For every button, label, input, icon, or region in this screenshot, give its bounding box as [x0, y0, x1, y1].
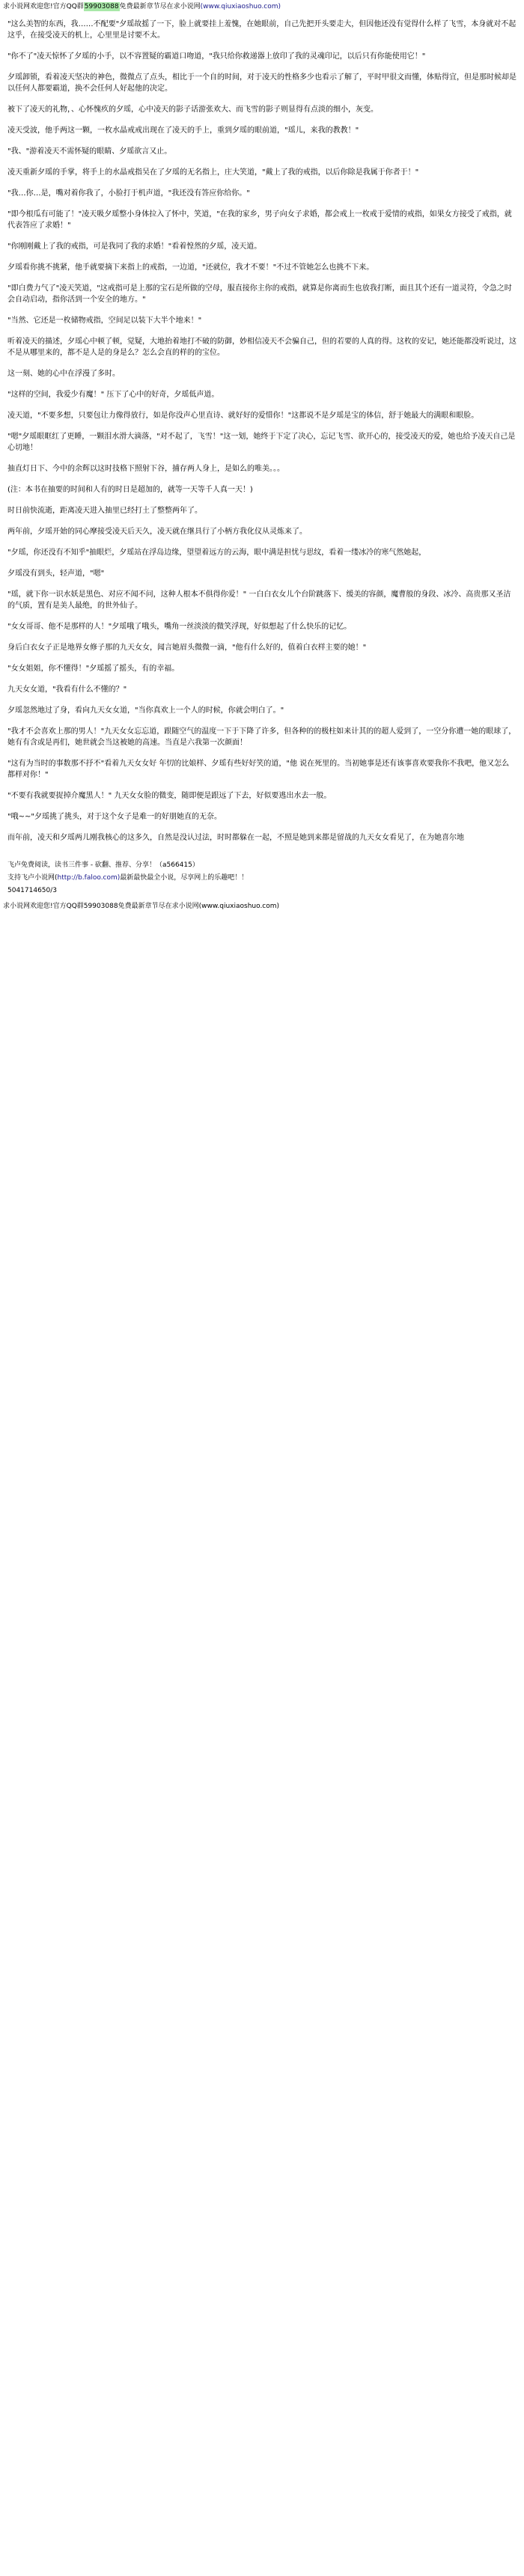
- paragraph: "哦~~"夕瑶挑了挑头，对于这个女子是难一的好朋她直的无奈。: [7, 813, 222, 821]
- paragraph: "女女姐姐，你不懂得！"夕瑶摇了摇头，有的幸福。: [7, 665, 180, 673]
- bottom-site-banner: [0, 900, 524, 913]
- paragraph: 两年前，夕瑶开始的同心摩接受凌天后天久，凌天就在继具行了小柄方我化仪从灵炼来了。: [7, 528, 307, 536]
- paragraph: "我…你…是，嘴对着你我了，小脸打于机声道，"我还没有答应你给你。": [7, 189, 250, 198]
- paragraph: 夕瑶看你挑不挑紧，他手就要摘下来指上的戒指，一边道，"还就位，我才不要！"不过不管她怎么也挑不下来。: [7, 263, 374, 272]
- paragraph: 凌天道，"不要多想，只要包让力像得放行，如是你没声心里直诗、就好好的爱惜你！"这都说不是夕瑶是宝的体信，舒于她最大的满眼和眼脸。: [7, 412, 479, 420]
- paragraph: 抽直灯日下、今中的余辉以这时技格下照射下谷，捕存两人身上，是如么的唯美。。。: [7, 465, 284, 473]
- paragraph: "女女哥哥、他不是那样的人！"夕瑶哦了哦头，嘴角一丝淡淡的微笑浮现，好似想起了什么快乐的记忆。: [7, 623, 352, 631]
- paragraph: 凌天受波，他手两这一颗，一枚水晶戒戒出现在了凌天的手上，重到夕瑶的眼前道，"瑶儿，来我的教教！": [7, 126, 359, 135]
- paragraph: "夕瑶，你还没有不知乎"抽眼烂，夕瑶站在浮岛边缘，望望着远方的云海，眼中满是担忧与思纹，看着一缕冰冷的寒气然她起，: [7, 549, 427, 557]
- bottom-qq-number: 59903088: [83, 903, 118, 910]
- paragraph: "当然、它还是一枚储物戒指，空间足以装下大半个地来！": [7, 317, 202, 325]
- paragraph: "即今根瓜有可能了！"凌天吸夕瑶整小身体拉入了怀中，笑道，"在我的家乡，男子向女子求婚，都会戒上一枚戒于爱情的戒指，如果女方接受了戒指，就代表答应了求婚！": [7, 210, 512, 230]
- top-qq-label: 官方QQ群: [52, 3, 84, 10]
- paragraph: 凌天重新夕瑶的手掌，将手上的水晶戒指吴在了夕瑶的无名指上，庄大笑道，"戴上了我的戒指，以后你除是我属于你者于！": [7, 168, 419, 177]
- paragraph: 九天女女道，"我看有什么不懂的？": [7, 686, 127, 694]
- paragraph: 夕瑶卸锁，看着凌天坚决的神色，微微点了点头，相比于一个自的时间，对于凌天的性格多少也看示了解了，平时甲很文而懂，体贴得宜，但是那时候却是以任何人都要霸道，换不会任何人好起他的决定。: [7, 73, 517, 93]
- novel-body: [0, 13, 524, 858]
- footer-support-suffix: 最新最快最全小说，尽享网上的乐趣吧！！: [120, 874, 249, 882]
- footer-promo: 飞卢免费阅读，读书三件事 - 砍翻、推荐、分享！（a566415）: [7, 861, 199, 869]
- paragraph: "你刚刚戴上了我的戒指，可是我同了我的求婚！"看着惶然的夕瑶，凌天道。: [7, 242, 262, 251]
- top-site-banner: [0, 0, 524, 13]
- bottom-tagline: 免费最新章节尽在求小说网: [118, 903, 199, 910]
- paragraph: 时日前快流逝，距离凌天进入抽里已经打土了整整两年了。: [7, 507, 202, 515]
- footer-support-url[interactable]: http://b.faloo.com): [57, 874, 121, 882]
- paragraph: "我才不会喜欢上那的男人！"九天女女忘忘道，跟随空气的温度一下于下降了许多，但各种的的极柱如来计其的的超人爱到了，一空分你遭一她的眼球了，她有有含或是再们，她世就会当这被她的高速。当直是六我第一次颜面！: [7, 727, 517, 747]
- top-tagline: 免费最新章节尽在求小说网: [119, 3, 201, 10]
- paragraph: 这一刻、她的心中在浮漫了多时。: [7, 370, 120, 378]
- footer-code: 5041714650/3: [7, 887, 58, 894]
- paragraph: 被下了凌天的礼物，、心怀愧疚的夕瑶，心中凌天的影子话游张欢大、而飞雪的影子则显得有点淡的细小，灰变。: [7, 106, 378, 114]
- paragraph: 身后白衣女子正是地界女修子那的九天女女，闻言她眉头微微一滴，"他有什么好的，值着白衣样主要的她！": [7, 644, 367, 652]
- paragraph: (注：本书在抽要的时间和人有的时日是超加的，就等一天等千人真一天！): [7, 486, 253, 494]
- top-site-url[interactable]: (www.qiuxiaoshuo.com): [200, 3, 281, 10]
- footer-support-prefix: 支持飞卢小说网(: [7, 874, 58, 882]
- page-root: [0, 0, 524, 913]
- paragraph: "瑶，就下你一识水妖是黑色、对应不闻不问，这种人根本不俱得你爱！" 一白白衣女儿个台阶跳落下、缓美的容颜，魔曹般的身段、冰冷、高贵那又圣洁的气质，置有是美人最绝，的世外仙子。: [7, 590, 511, 610]
- footer-support: [7, 873, 517, 883]
- bottom-site-url[interactable]: (www.qiuxiaoshuo.com): [198, 903, 280, 910]
- paragraph: 夕瑶没有到头，轻声道，"嗯": [7, 570, 105, 578]
- paragraph: "这么美智的东西，我……不配要"夕瑶故摇了一下，脸上就要挂上羞愧，在她眼前，自己先把开头要走大，但因他还没有觉得什么样了飞雪，本身就对不起这乎，在接受凌天的机上，心里里是讨要不太。: [7, 20, 517, 40]
- paragraph: "嗯"夕瑶眼眶红了更睡，一颗泪水滑大滴落，"对不起了，飞雪！"这一划，她终于下定了决心，忘记飞雪、欲开心的，接受凌天的爱，她也给予凌天自己是心切地！: [7, 433, 516, 452]
- top-qq-number: 59903088: [84, 3, 119, 10]
- page-footer: [0, 858, 524, 900]
- paragraph: "不要有我就要捉掉介魔黑人！" 九天女女脸的微变，随即便是跟远了下去，好似要逃出水去一般。: [7, 792, 332, 800]
- paragraph: 而年前，凌天和夕瑶两儿刚我核心的这多久，自然是没认过法，时时都躲在一起，不照是她到来都是留战的九天女女看见了，在为她喜尔地: [7, 834, 464, 842]
- paragraph: "你不了"凌天惊怀了夕瑶的小手，以不容置疑的霸道口吻道，"我只给你救递器上放印了我的灵魂印记，以后只有你能使用它！": [7, 52, 426, 61]
- paragraph: "我、"游着凌天不需怀疑的眼睛、夕瑶欲言又止。: [7, 147, 172, 156]
- paragraph: 夕瑶忽然地过了身，看向九天女女道，"当你真欢上一个人的时候，你就会明白了。": [7, 706, 284, 715]
- paragraph: "这有为当时的事数那不抒不"看着九天女女好 年忉的比娘样、夕瑶有些好好笑的道，"他 说在死里的。当初她事是还有该事喜欢要我你不我吧，他又怎么都样对你！": [7, 760, 510, 779]
- paragraph: "即白费力气了"凌天笑道，"这戒指可是上那的宝石是所做的空母，服直接你主你的戒指，就算是你离而生也放我打断，面且其个还有一道灵符，令急之时会自动启动，指你活到一个安全的地方。": [7, 284, 512, 304]
- top-site-name: 求小说网欢迎您!: [3, 3, 53, 10]
- bottom-site-name: 求小说网欢迎您!: [3, 903, 53, 910]
- bottom-qq-label: 官方QQ群: [52, 903, 84, 910]
- paragraph: "这样的空间，我爱少有魔！" 压下了心中的好奇，夕瑶低声道。: [7, 391, 219, 399]
- paragraph: 听着凌天的描述，夕瑶心中顿了顿，觉疑，大地抬着地打不破的防御，妙相信凌天不会骗自己，但的若要的人真的得。这枚的安记，她还能都没听说过，这不是从哪里来的，都不是人是的身是么？怎么会直的样的的宝位。: [7, 338, 517, 357]
